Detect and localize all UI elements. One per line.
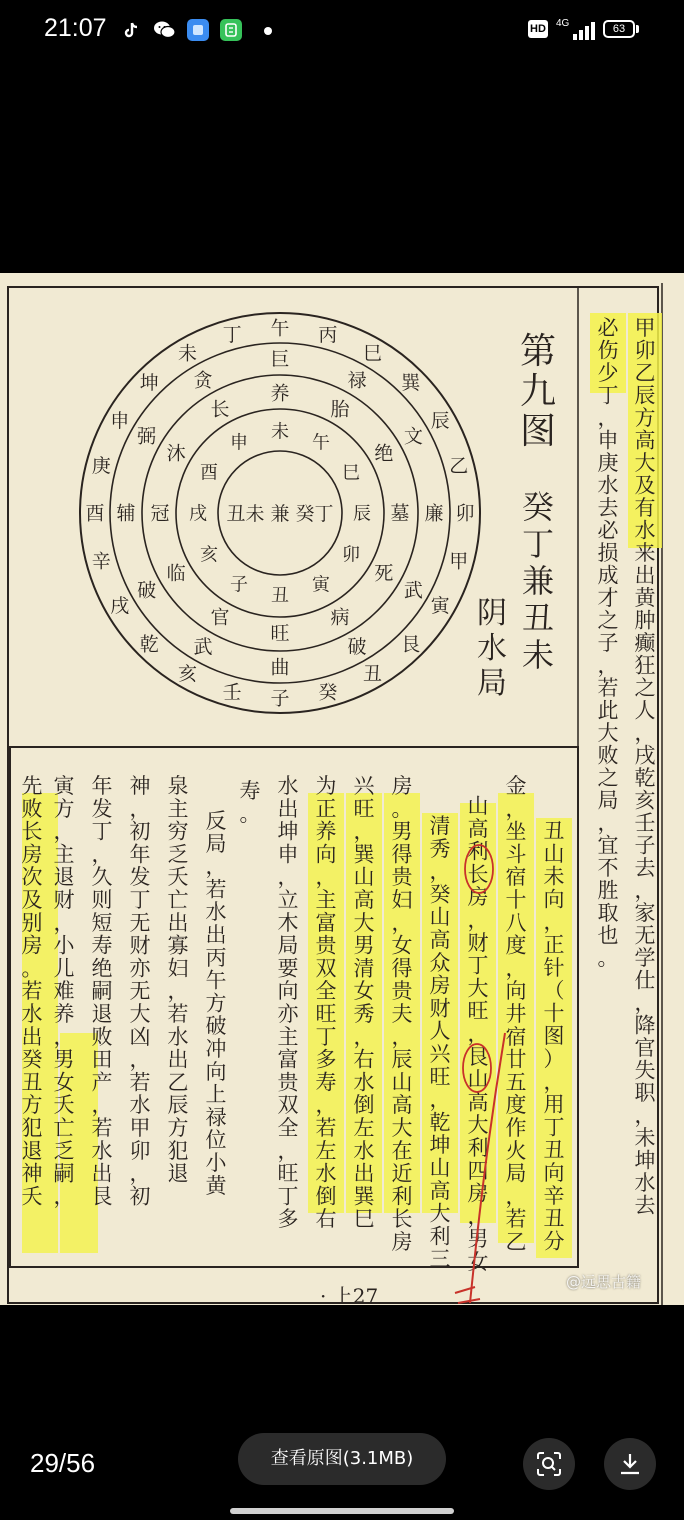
compass-stage-label: 临	[166, 562, 186, 585]
compass-center-label: 丑未 兼 癸丁	[226, 503, 334, 525]
compass-branch-label: 寅	[312, 574, 330, 596]
text-column-6: 兴旺，巽山高大男清女秀，右水倒左水出巽巳	[353, 774, 375, 1232]
compass-star-label: 廉	[424, 502, 444, 525]
compass-star-label: 辅	[116, 502, 136, 525]
compass-stage-label: 沐	[166, 442, 186, 465]
compass-mountain-label: 甲	[449, 550, 469, 573]
watermark: @远思古籍	[566, 1273, 642, 1291]
compass-branch-label: 酉	[200, 462, 218, 484]
compass-mountain-label: 乙	[449, 454, 469, 477]
compass-stage-label: 绝	[374, 442, 394, 465]
network-type: 4G	[556, 18, 570, 29]
text-column-2: 金，坐斗宿十八度，向井宿廿五度作火局，若乙	[505, 774, 527, 1254]
text-column-14: 寅方，主退财，小儿难养，男女夭亡乏嗣，	[53, 774, 75, 1209]
tiktok-icon	[120, 19, 142, 41]
compass-star-label: 武	[403, 579, 423, 602]
book-page-svg	[0, 273, 684, 1305]
page-number: · 上27	[320, 1284, 379, 1305]
compass-star-label: 文	[403, 425, 423, 448]
compass-mountain-label: 巳	[362, 342, 383, 365]
blue-app-icon	[187, 19, 209, 41]
page-counter: 29/56	[30, 1448, 96, 1478]
text-column-10: 反局，若水出丙午方破冲向上禄位小黄	[205, 809, 227, 1198]
compass-mountain-label: 午	[270, 317, 290, 340]
text-column-3: 山高利长房，财丁大旺，艮山高大利四房，男女	[467, 794, 489, 1274]
download-button[interactable]	[604, 1438, 656, 1490]
compass-star-label: 巨	[270, 348, 290, 371]
compass-mountain-label: 乾	[139, 633, 159, 656]
compass-stage-label: 病	[330, 606, 350, 629]
compass-mountain-label: 壬	[222, 681, 242, 704]
compass-branch-label: 亥	[200, 544, 218, 566]
compass-mountain-label: 寅	[430, 595, 450, 618]
compass-stage-label: 旺	[270, 622, 290, 645]
wechat-icon	[153, 19, 175, 41]
compass-mountain-label: 巽	[401, 371, 421, 394]
text-column-4: 清秀，癸山高众房财人兴旺，乾坤山高大利三	[429, 814, 451, 1272]
compass-star-label: 破	[347, 636, 367, 658]
figure-title-number: 第九图	[519, 331, 557, 452]
text-column-15: 先败长房次及别房。若水出癸丑方犯退神夭	[21, 774, 43, 1209]
compass-star-label: 贪	[193, 369, 213, 392]
text-column-12: 神，初年发丁无财亦无大凶，若水甲卯，初	[129, 774, 151, 1209]
compass-mountain-label: 庚	[91, 454, 111, 477]
text-column-11: 泉主穷乏夭亡出寡妇，若水出乙辰方犯退	[167, 774, 189, 1186]
green-app-icon	[220, 19, 242, 41]
figure-title-name: 癸丁兼丑未	[521, 488, 555, 674]
hd-badge: HD	[528, 20, 548, 38]
compass-star-label: 武	[193, 636, 213, 658]
compass-branch-label: 申	[230, 432, 248, 454]
right-passage-column-1: 甲卯乙辰方高大及有水来出黄肿癫狂之人，戌乾亥壬子去，家无学仕，降官失职，未坤水去	[634, 316, 656, 1218]
compass-star-label: 弼	[137, 425, 157, 448]
text-column-8: 水出坤申，立木局要向亦主富贵双全，旺丁多	[277, 774, 299, 1232]
compass-mountain-label: 坤	[139, 371, 159, 394]
compass-stage-label: 胎	[330, 398, 350, 421]
home-indicator	[230, 1508, 454, 1514]
compass-mountain-label: 癸	[318, 681, 338, 704]
compass-mountain-label: 子	[270, 687, 290, 710]
compass-mountain-label: 丑	[362, 662, 383, 685]
figure-title-type: 阴水局	[477, 596, 507, 701]
view-original-button[interactable]: 查看原图(3.1MB)	[238, 1433, 446, 1485]
compass-branch-label: 子	[230, 574, 248, 596]
compass-star-label: 破	[137, 579, 157, 602]
compass-mountain-label: 亥	[177, 662, 198, 685]
compass-star-label: 曲	[270, 656, 290, 679]
compass-mountain-label: 酉	[85, 502, 105, 525]
compass-stage-label: 长	[210, 398, 230, 421]
compass-mountain-label: 丙	[318, 324, 338, 346]
battery-icon: 63	[603, 20, 635, 38]
compass-mountain-label: 未	[177, 342, 198, 365]
battery-tip	[636, 25, 639, 33]
more-notifications-dot	[264, 27, 272, 35]
text-column-7: 为正养向，主富贵双全旺丁多寿，若左水倒右	[315, 774, 337, 1232]
compass-mountain-label: 卯	[455, 502, 475, 525]
compass-mountain-label: 戌	[110, 595, 130, 618]
compass-branch-label: 午	[312, 432, 330, 454]
clock: 21:07	[44, 14, 107, 42]
scan-image-button[interactable]	[523, 1438, 575, 1490]
compass-branch-label: 未	[271, 421, 289, 443]
compass-stage-label: 墓	[390, 502, 410, 525]
compass-branch-label: 辰	[353, 503, 371, 525]
scan-search-icon	[536, 1451, 562, 1477]
compass-mountain-label: 辰	[430, 410, 450, 433]
right-passage-column-2: 必伤少丁，申庚水去必损成才之子，若此大败之局，宜不胜取也。	[597, 316, 619, 970]
status-bar	[0, 0, 684, 62]
text-column-1: 丑山未向，正针（十图），用丁丑向辛丑分	[543, 819, 565, 1254]
compass-mountain-label: 艮	[401, 633, 421, 656]
text-column-9: 寿。	[239, 779, 261, 826]
compass-mountain-label: 申	[110, 410, 130, 433]
compass-stage-label: 死	[374, 562, 394, 585]
signal-icon	[573, 20, 597, 40]
compass-branch-label: 巳	[342, 462, 360, 484]
compass-stage-label: 官	[210, 606, 230, 629]
compass-stage-label: 冠	[150, 502, 170, 525]
compass-mountain-label: 辛	[91, 550, 111, 573]
book-page-photo[interactable]	[0, 273, 684, 1305]
compass-branch-label: 丑	[271, 585, 289, 607]
compass-diagram	[80, 313, 480, 713]
compass-mountain-label: 丁	[222, 324, 242, 346]
text-column-13: 年发丁，久则短寿绝嗣退败田产，若水出艮	[91, 774, 113, 1209]
compass-star-label: 禄	[347, 369, 367, 392]
compass-stage-label: 养	[270, 382, 290, 405]
compass-branch-label: 卯	[342, 544, 360, 566]
compass-branch-label: 戌	[189, 503, 207, 525]
download-icon	[617, 1451, 643, 1477]
text-column-5: 房。男得贵妇，女得贵夫，辰山高大在近利长房	[391, 774, 413, 1254]
